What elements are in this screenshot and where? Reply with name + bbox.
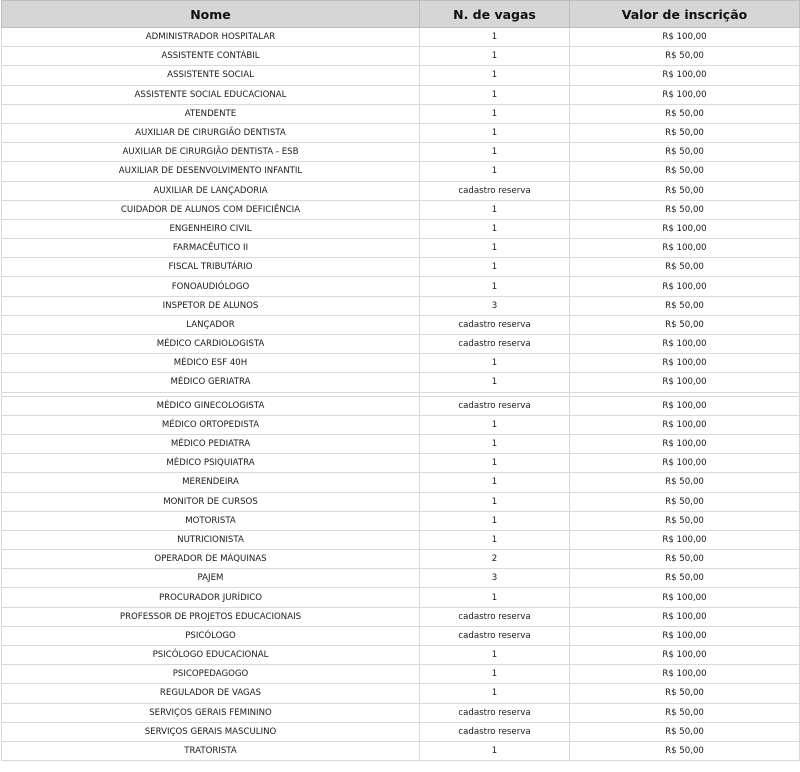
table-row [2,354,800,373]
cell-valor: R$ 100,00 [570,530,800,549]
cell-valor: R$ 50,00 [570,104,800,123]
cell-vagas: 1 [420,741,570,760]
cell-vagas: 1 [420,258,570,277]
cell-vagas: 1 [420,104,570,123]
table-row [2,703,800,722]
cell-valor: R$ 50,00 [570,550,800,569]
cell-valor: R$ 50,00 [570,143,800,162]
vacancies-table-container [1,0,799,761]
cell-nome: LANÇADOR [2,315,420,334]
cell-vagas: 2 [420,550,570,569]
cell-valor: R$ 100,00 [570,396,800,415]
table-row [2,626,800,645]
table-row [2,104,800,123]
cell-valor: R$ 50,00 [570,492,800,511]
cell-valor: R$ 100,00 [570,626,800,645]
table-row [2,511,800,530]
table-row [2,434,800,453]
table-row [2,162,800,181]
table-row [2,277,800,296]
table-row [2,722,800,741]
cell-vagas: cadastro reserva [420,396,570,415]
cell-valor: R$ 50,00 [570,296,800,315]
cell-vagas: 1 [420,239,570,258]
header-valor: Valor de inscrição [570,1,800,28]
cell-nome: MONITOR DE CURSOS [2,492,420,511]
cell-vagas: 1 [420,162,570,181]
table-row [2,239,800,258]
cell-valor: R$ 100,00 [570,454,800,473]
cell-vagas: 1 [420,219,570,238]
cell-nome: FARMACÊUTICO II [2,239,420,258]
vacancies-table [1,0,800,761]
cell-vagas: 1 [420,665,570,684]
table-row [2,454,800,473]
cell-valor: R$ 100,00 [570,277,800,296]
table-row [2,396,800,415]
cell-nome: AUXILIAR DE DESENVOLVIMENTO INFANTIL [2,162,420,181]
table-row [2,741,800,760]
table-row [2,588,800,607]
cell-nome: MÉDICO PSIQUIATRA [2,454,420,473]
cell-valor: R$ 100,00 [570,239,800,258]
cell-vagas: 1 [420,277,570,296]
table-row [2,415,800,434]
table-row [2,28,800,47]
cell-nome: PAJEM [2,569,420,588]
cell-valor: R$ 50,00 [570,200,800,219]
cell-nome: MERENDEIRA [2,473,420,492]
cell-valor: R$ 50,00 [570,741,800,760]
table-row [2,684,800,703]
cell-vagas: 1 [420,473,570,492]
cell-valor: R$ 50,00 [570,473,800,492]
table-row [2,373,800,392]
cell-nome: PSICÓLOGO [2,626,420,645]
cell-vagas: 1 [420,684,570,703]
cell-nome: SERVIÇOS GERAIS FEMININO [2,703,420,722]
table-row [2,143,800,162]
cell-nome: ASSISTENTE SOCIAL [2,66,420,85]
cell-vagas: 1 [420,66,570,85]
cell-valor: R$ 100,00 [570,434,800,453]
cell-valor: R$ 50,00 [570,315,800,334]
cell-valor: R$ 100,00 [570,28,800,47]
cell-vagas: 1 [420,373,570,392]
table-row [2,85,800,104]
table-row [2,258,800,277]
cell-vagas: cadastro reserva [420,607,570,626]
cell-vagas: 1 [420,511,570,530]
cell-nome: NUTRICIONISTA [2,530,420,549]
cell-vagas: 1 [420,415,570,434]
cell-nome: ASSISTENTE CONTÁBIL [2,47,420,66]
cell-vagas: 1 [420,123,570,142]
table-row [2,66,800,85]
table-row [2,219,800,238]
table-row [2,530,800,549]
table-header [2,1,800,28]
table-row [2,296,800,315]
cell-nome: ENGENHEIRO CIVIL [2,219,420,238]
cell-nome: SERVIÇOS GERAIS MASCULINO [2,722,420,741]
table-row [2,665,800,684]
cell-vagas: 3 [420,569,570,588]
cell-vagas: 1 [420,200,570,219]
table-row [2,569,800,588]
table-row [2,47,800,66]
cell-valor: R$ 100,00 [570,665,800,684]
cell-nome: PSICÓLOGO EDUCACIONAL [2,646,420,665]
cell-nome: AUXILIAR DE LANÇADORIA [2,181,420,200]
cell-nome: PROCURADOR JURÍDICO [2,588,420,607]
cell-valor: R$ 100,00 [570,85,800,104]
header-row [2,1,800,28]
cell-nome: INSPETOR DE ALUNOS [2,296,420,315]
cell-valor: R$ 100,00 [570,646,800,665]
cell-valor: R$ 50,00 [570,181,800,200]
cell-nome: CUIDADOR DE ALUNOS COM DEFICIÊNCIA [2,200,420,219]
cell-valor: R$ 100,00 [570,373,800,392]
cell-valor: R$ 100,00 [570,66,800,85]
cell-valor: R$ 50,00 [570,511,800,530]
cell-nome: MÉDICO GERIATRA [2,373,420,392]
table-row [2,550,800,569]
cell-valor: R$ 100,00 [570,354,800,373]
cell-valor: R$ 50,00 [570,722,800,741]
cell-valor: R$ 100,00 [570,588,800,607]
cell-valor: R$ 50,00 [570,123,800,142]
table-row [2,123,800,142]
cell-vagas: 3 [420,296,570,315]
cell-vagas: cadastro reserva [420,626,570,645]
cell-nome: MÉDICO ESF 40H [2,354,420,373]
table-body [2,28,800,761]
cell-nome: FISCAL TRIBUTÁRIO [2,258,420,277]
table-row [2,492,800,511]
cell-nome: AUXILIAR DE CIRURGIÃO DENTISTA [2,123,420,142]
cell-vagas: 1 [420,454,570,473]
table-row [2,315,800,334]
cell-vagas: 1 [420,354,570,373]
table-row [2,607,800,626]
table-row [2,473,800,492]
cell-valor: R$ 50,00 [570,47,800,66]
table-row [2,646,800,665]
table-row [2,200,800,219]
table-row [2,335,800,354]
cell-vagas: 1 [420,434,570,453]
cell-vagas: cadastro reserva [420,335,570,354]
cell-valor: R$ 100,00 [570,335,800,354]
cell-nome: ATENDENTE [2,104,420,123]
cell-nome: PROFESSOR DE PROJETOS EDUCACIONAIS [2,607,420,626]
cell-nome: TRATORISTA [2,741,420,760]
cell-nome: MÉDICO ORTOPEDISTA [2,415,420,434]
cell-vagas: 1 [420,588,570,607]
header-nome: Nome [2,1,420,28]
cell-vagas: cadastro reserva [420,181,570,200]
cell-nome: ADMINISTRADOR HOSPITALAR [2,28,420,47]
cell-vagas: 1 [420,28,570,47]
cell-nome: ASSISTENTE SOCIAL EDUCACIONAL [2,85,420,104]
cell-vagas: 1 [420,646,570,665]
cell-nome: AUXILIAR DE CIRURGIÃO DENTISTA - ESB [2,143,420,162]
cell-vagas: 1 [420,143,570,162]
cell-nome: MÉDICO CARDIOLOGISTA [2,335,420,354]
cell-vagas: cadastro reserva [420,722,570,741]
cell-vagas: cadastro reserva [420,703,570,722]
cell-nome: REGULADOR DE VAGAS [2,684,420,703]
cell-vagas: 1 [420,85,570,104]
cell-vagas: 1 [420,530,570,549]
cell-vagas: 1 [420,47,570,66]
header-vagas: N. de vagas [420,1,570,28]
cell-nome: PSICOPEDAGOGO [2,665,420,684]
cell-nome: MOTORISTA [2,511,420,530]
table-row [2,181,800,200]
cell-valor: R$ 50,00 [570,703,800,722]
cell-valor: R$ 100,00 [570,415,800,434]
cell-nome: FONOAUDIÓLOGO [2,277,420,296]
cell-valor: R$ 50,00 [570,258,800,277]
cell-valor: R$ 50,00 [570,162,800,181]
cell-valor: R$ 50,00 [570,684,800,703]
cell-nome: MÉDICO PEDIATRA [2,434,420,453]
cell-valor: R$ 100,00 [570,219,800,238]
cell-nome: MÉDICO GINECOLOGISTA [2,396,420,415]
cell-vagas: 1 [420,492,570,511]
cell-vagas: cadastro reserva [420,315,570,334]
cell-nome: OPERADOR DE MÁQUINAS [2,550,420,569]
cell-valor: R$ 100,00 [570,607,800,626]
cell-valor: R$ 50,00 [570,569,800,588]
